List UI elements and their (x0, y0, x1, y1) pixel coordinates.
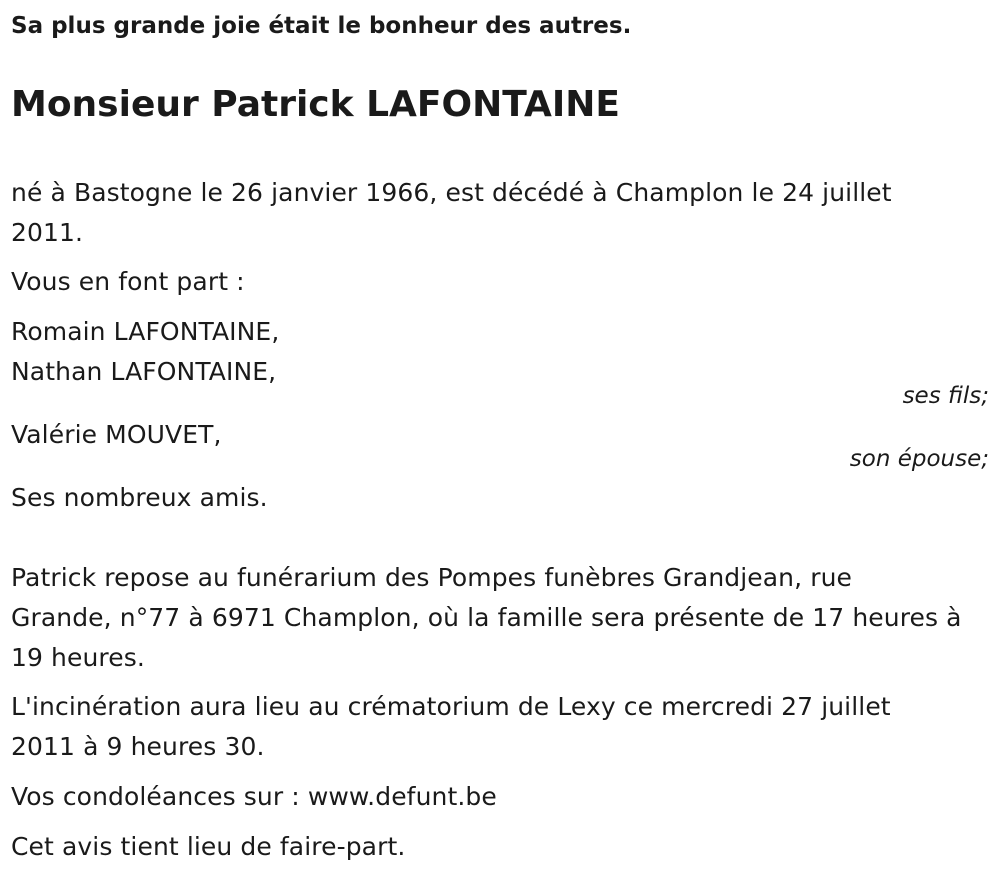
deceased-name: Monsieur Patrick LAFONTAINE (11, 84, 620, 125)
birth-death-line-1: né à Bastogne le 26 janvier 1966, est décédé à Champlon le 24 juillet (11, 178, 892, 207)
rest-line-3: 19 heures. (11, 643, 145, 672)
cremation-line-2: 2011 à 9 heures 30. (11, 732, 265, 761)
son-name-1: Romain LAFONTAINE, (11, 317, 280, 346)
closing-text: Cet avis tient lieu de faire-part. (11, 832, 406, 861)
rest-line-2: Grande, n°77 à 6971 Champlon, où la famille sera présente de 17 heures à (11, 603, 962, 632)
rest-line-1: Patrick repose au funérarium des Pompes funèbres Grandjean, rue (11, 563, 853, 592)
son-name-2: Nathan LAFONTAINE, (11, 357, 277, 386)
friends-text: Ses nombreux amis. (11, 483, 268, 512)
birth-death-line-2: 2011. (11, 218, 84, 247)
wife-name: Valérie MOUVET, (11, 420, 222, 449)
cremation-line-1: L'incinération aura lieu au crématorium de Lexy ce mercredi 27 juillet (11, 692, 891, 721)
sons-role: ses fils; (902, 383, 989, 409)
wife-role: son épouse; (849, 446, 989, 472)
announce-text: Vous en font part : (11, 267, 245, 296)
motto: Sa plus grande joie était le bonheur des autres. (11, 13, 632, 39)
condolences-text: Vos condoléances sur : www.defunt.be (11, 782, 497, 811)
